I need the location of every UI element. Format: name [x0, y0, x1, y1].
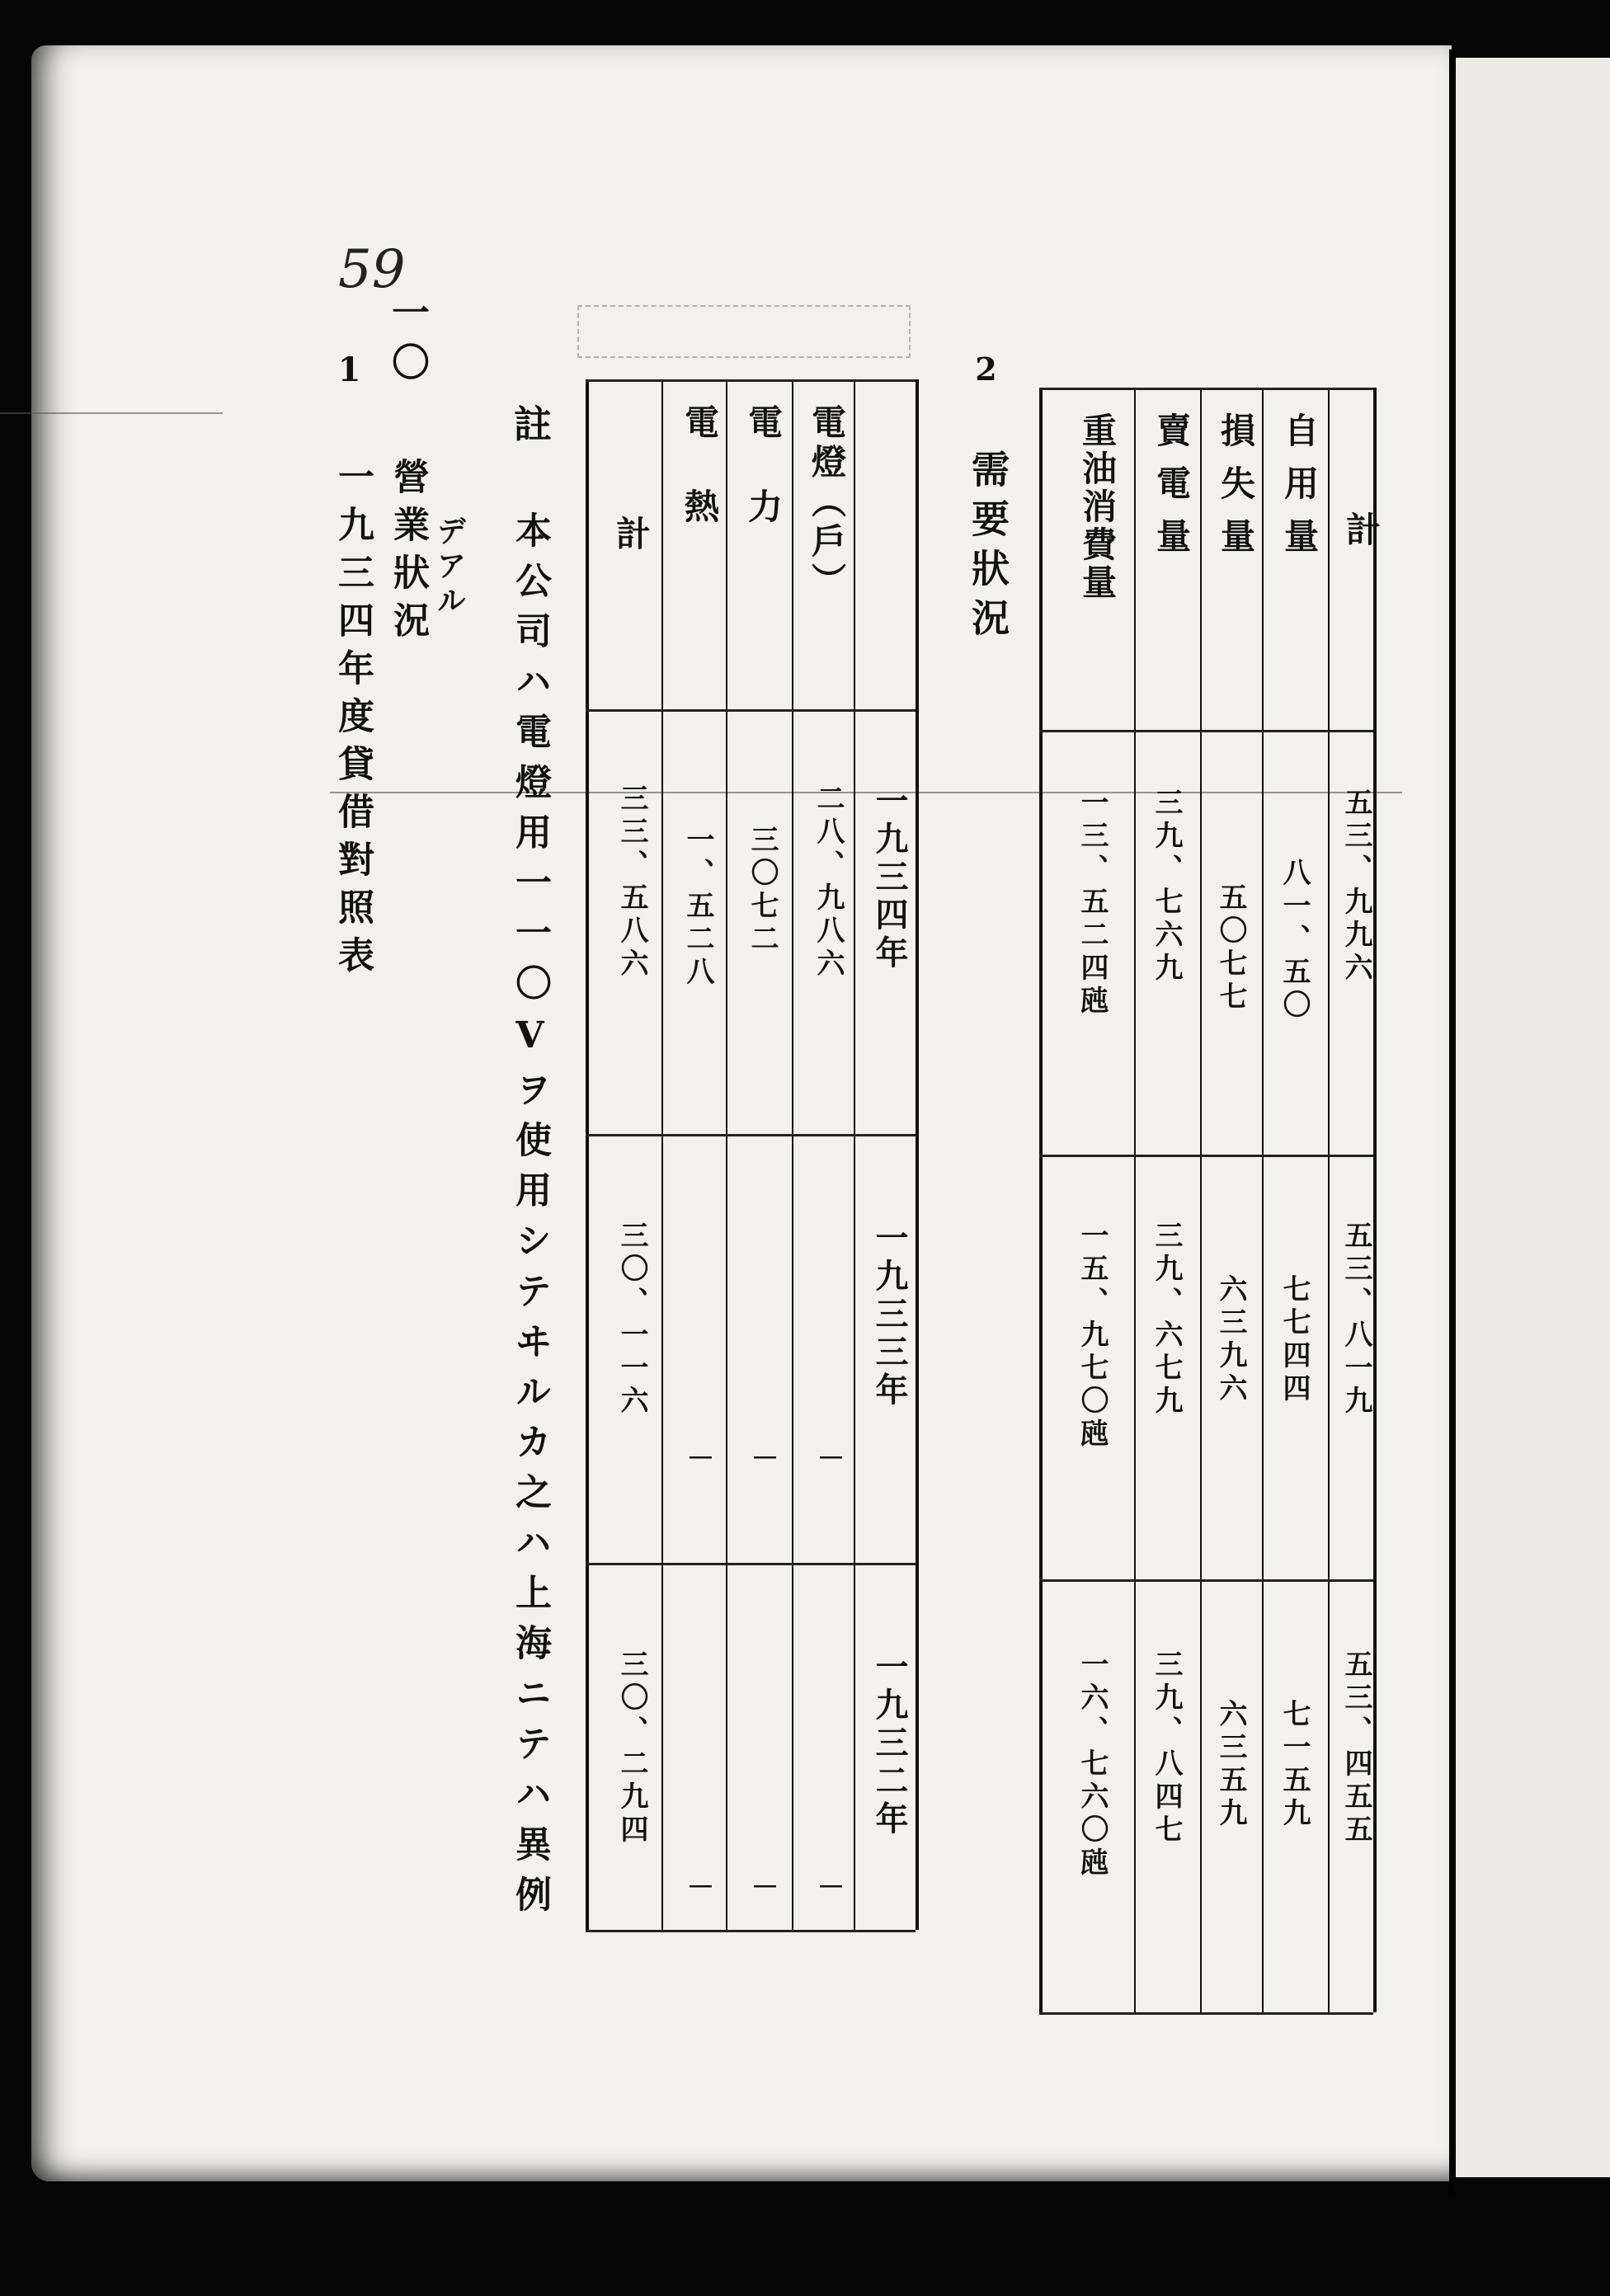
year-header: 一九三三年 — [870, 1221, 909, 1410]
row-divider — [1328, 388, 1330, 2012]
table-border — [586, 1930, 916, 1932]
row-label: 計 — [611, 515, 652, 562]
section-number: 一〇 — [386, 293, 431, 392]
subsection-1-number: 1 — [330, 351, 369, 401]
note-text: 本公司ハ電燈用一一〇Vヲ使用シテヰルカ之ハ上海ニテハ異例 — [509, 511, 551, 1926]
table-cell: 一六、七六〇瓲 — [1076, 1649, 1109, 1880]
row-label: 賣電量 — [1151, 412, 1192, 571]
table-cell: 五三、四五五 — [1339, 1649, 1372, 1847]
table-border — [1039, 388, 1043, 2012]
row-label: 計 — [1341, 511, 1382, 558]
table-cell: 三九、六七九 — [1150, 1221, 1183, 1419]
row-label: 重油消費量 — [1077, 412, 1118, 602]
table-cell: 一五、九七〇瓲 — [1076, 1221, 1109, 1451]
binding-edge — [1449, 49, 1454, 2194]
table-cell: － — [681, 1872, 714, 1905]
note-label: 註 — [508, 404, 553, 454]
table-cell: 一、五二八 — [681, 825, 714, 990]
row-divider — [1134, 388, 1136, 2012]
scan-artifact — [0, 412, 223, 414]
column-divider — [1039, 1155, 1373, 1157]
table-cell: 三〇七二 — [746, 825, 779, 957]
table-border — [916, 379, 919, 1930]
table-cell: － — [681, 1443, 714, 1476]
table-cell: 五三、八一九 — [1339, 1221, 1372, 1419]
handwritten-page-number: 59 — [338, 239, 406, 300]
row-label: 電力 — [743, 404, 784, 572]
row-divider — [661, 379, 663, 1930]
facing-page-edge — [1456, 58, 1610, 2177]
column-divider — [586, 709, 916, 712]
table-cell: － — [812, 1443, 845, 1476]
table-cell: 二八、九八六 — [812, 783, 845, 981]
row-label: 電熱 — [680, 404, 720, 572]
document-page — [31, 45, 1452, 2181]
subsection-2-number: 2 — [967, 351, 1005, 399]
table-cell: 五三、九九六 — [1339, 788, 1372, 986]
table-cell: 六三五九 — [1214, 1699, 1247, 1831]
section-title: 營業狀況 — [387, 458, 429, 649]
ditto-note: デアル — [432, 515, 467, 619]
column-divider — [586, 1134, 916, 1136]
column-divider — [1039, 730, 1373, 732]
year-header: 一九三四年 — [870, 783, 909, 973]
table-cell: 七一五九 — [1278, 1699, 1311, 1831]
year-header: 一九三二年 — [870, 1649, 909, 1839]
table-cell: 三三、五八六 — [615, 783, 648, 981]
table-cell: 三〇、一一六 — [615, 1221, 648, 1419]
faded-stamp — [577, 305, 911, 358]
table-border — [586, 379, 916, 382]
column-divider — [586, 1563, 916, 1565]
table-cell: － — [812, 1872, 845, 1905]
table-cell: 七七四四 — [1278, 1274, 1311, 1406]
table-border — [1039, 2012, 1373, 2015]
subsection-2-title: 需要狀況 — [966, 449, 1010, 647]
row-divider — [854, 379, 855, 1930]
row-divider — [792, 379, 793, 1930]
table-cell: 三〇、二九四 — [615, 1649, 648, 1847]
row-label: 自用量 — [1279, 412, 1320, 571]
table-border — [1039, 388, 1373, 390]
table-cell: 六三九六 — [1214, 1274, 1247, 1406]
row-divider — [1262, 388, 1264, 2012]
row-divider — [726, 379, 727, 1930]
table-cell: 一三、五二四瓲 — [1076, 788, 1109, 1019]
subsection-1-title: 一九三四年度貸借對照表 — [332, 458, 374, 984]
table-cell: － — [746, 1872, 779, 1905]
row-label: 損失量 — [1216, 412, 1256, 571]
table-cell: 五〇七七 — [1214, 882, 1247, 1014]
table-cell: － — [746, 1443, 779, 1476]
table-cell: 三九、七六九 — [1150, 788, 1183, 986]
table-cell: 三九、八四七 — [1150, 1649, 1183, 1847]
table-cell: 八一、五〇 — [1278, 858, 1311, 1023]
row-label: 電燈（戶） — [807, 404, 847, 602]
row-divider — [1200, 388, 1202, 2012]
column-divider — [1039, 1579, 1373, 1582]
table-border — [586, 379, 589, 1930]
